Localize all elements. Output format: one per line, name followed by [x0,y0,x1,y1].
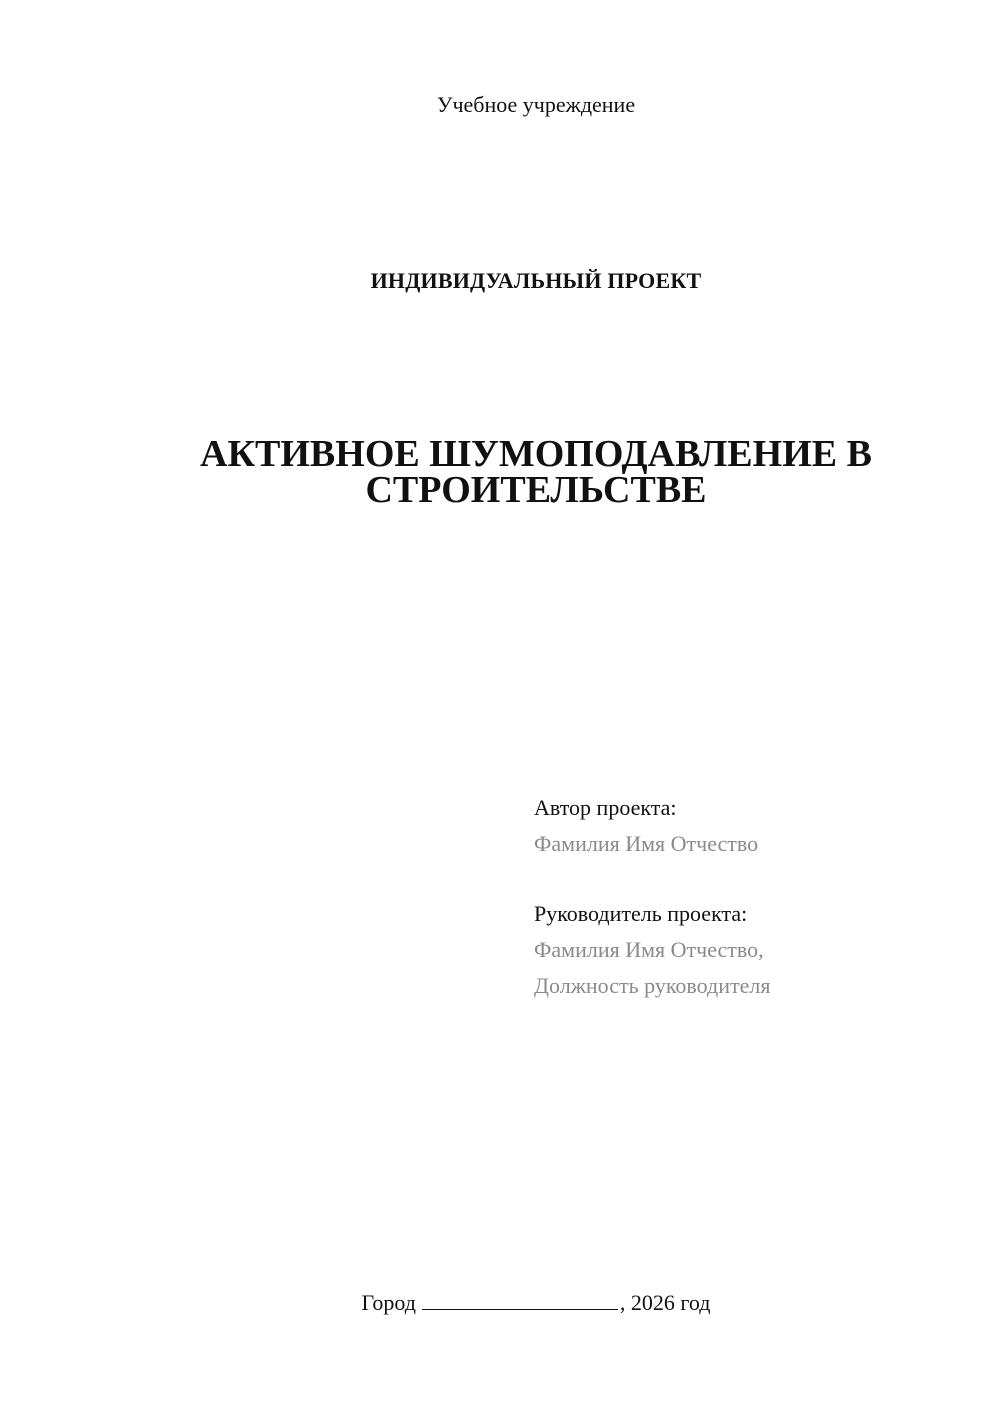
city-blank-line [422,1293,618,1310]
credits-block [534,790,770,1004]
author-label: Автор проекта: [534,795,677,820]
author-name: Фамилия Имя Отчество [534,831,759,856]
city-label: Город [361,1290,416,1315]
project-title-line-1: АКТИВНОЕ ШУМОПОДАВЛЕНИЕ В [200,433,872,475]
project-title [0,433,1000,511]
city-year-line [0,1290,1000,1316]
institution-name: Учебное учреждение [436,92,636,117]
project-title-line-2: СТРОИТЕЛЬСТВЕ [365,469,707,511]
supervisor-label: Руководитель проекта: [534,901,748,926]
supervisor-name: Фамилия Имя Отчество, [534,937,764,962]
supervisor-position: Должность руководителя [534,973,771,998]
document-type: ИНДИВИДУАЛЬНЫЙ ПРОЕКТ [370,268,702,293]
year-text: , 2026 год [619,1290,711,1315]
credits-spacer [534,862,770,896]
